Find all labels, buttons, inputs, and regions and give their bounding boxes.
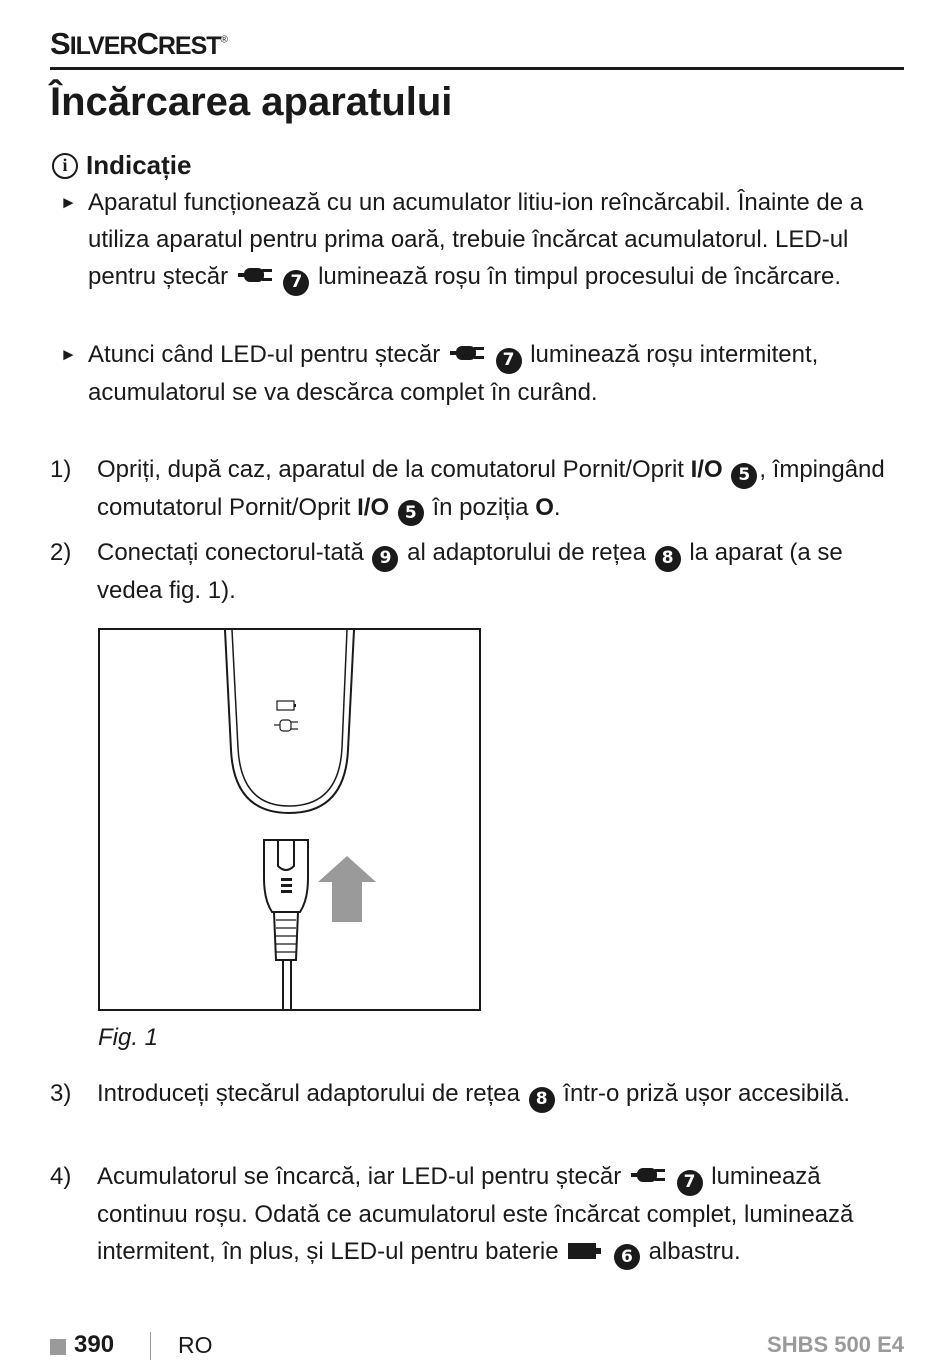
- info-circle-icon: i: [52, 153, 78, 179]
- note-heading-text: Indicație: [86, 150, 192, 180]
- brand-logo: SILVERCREST®: [50, 26, 227, 61]
- step-number: 2): [50, 539, 72, 566]
- switch-symbol: I/O: [357, 493, 390, 521]
- note-bullet: ► Atunci când LED-ul pentru ștecăr 7 luminează roșu intermitent, acumulatorul se va descărca complet în curând.: [88, 336, 888, 411]
- footer-divider: [150, 1332, 151, 1360]
- ref-number: 6: [614, 1244, 640, 1270]
- switch-symbol: I/O: [690, 456, 723, 483]
- model-number: SHBS 500 E4: [767, 1332, 904, 1357]
- language-code: RO: [178, 1332, 213, 1358]
- step-2: 2) Conectați conectorul-tată 9 al adaptorului de rețea 8 la aparat (a se vedea fig. 1).: [50, 534, 890, 609]
- ref-number: 8: [655, 546, 681, 572]
- ref-number: 5: [731, 463, 757, 489]
- step-number: 1): [50, 456, 72, 483]
- triangle-bullet-icon: ►: [60, 193, 77, 212]
- header-rule: [50, 67, 904, 70]
- shaver-charging-illustration: [100, 630, 479, 1009]
- figure-1-illustration: [98, 628, 481, 1011]
- ref-number: 9: [372, 546, 398, 572]
- off-position-symbol: O: [535, 493, 554, 521]
- ref-number: 8: [529, 1087, 555, 1113]
- page-title: Încărcarea aparatului: [50, 80, 453, 124]
- figure-caption: Fig. 1: [98, 1024, 159, 1051]
- battery-icon: [568, 1240, 602, 1262]
- triangle-bullet-icon: ►: [60, 345, 77, 364]
- plug-icon: [450, 341, 484, 365]
- step-3: 3) Introduceți ștecărul adaptorului de rețea 8 într-o priză ușor accesibilă.: [50, 1075, 890, 1113]
- ref-number: 7: [496, 348, 522, 374]
- step-number: 4): [50, 1163, 72, 1190]
- ref-number: 7: [677, 1170, 703, 1196]
- note-bullet: ► Aparatul funcționează cu un acumulator litiu-ion reîncărcabil. Înainte de a utiliza aparatul pentru prima oară, trebuie încărcat acumulatorul. LED-ul pentru ștecăr 7 luminează roșu în timpul procesului de încărcare.: [88, 184, 888, 296]
- plug-icon: [631, 1163, 665, 1187]
- step-1: 1) Opriți, după caz, aparatul de la comutatorul Pornit/Oprit I/O 5 , împingând comutatorul Pornit/Oprit I/O 5 în poziția O.: [50, 451, 890, 526]
- page-number: 390: [74, 1331, 115, 1358]
- footer-square: [50, 1339, 66, 1355]
- step-number: 3): [50, 1080, 72, 1107]
- step-4: 4) Acumulatorul se încarcă, iar LED-ul pentru ștecăr 7 luminează continuu roșu. Odată ce acumulatorul este încărcat complet, luminează intermitent, în plus, și LED-ul pentru baterie 6 albastru.: [50, 1158, 890, 1270]
- ref-number: 7: [283, 270, 309, 296]
- note-heading: [52, 150, 191, 181]
- plug-icon: [238, 263, 272, 287]
- ref-number: 5: [398, 500, 424, 526]
